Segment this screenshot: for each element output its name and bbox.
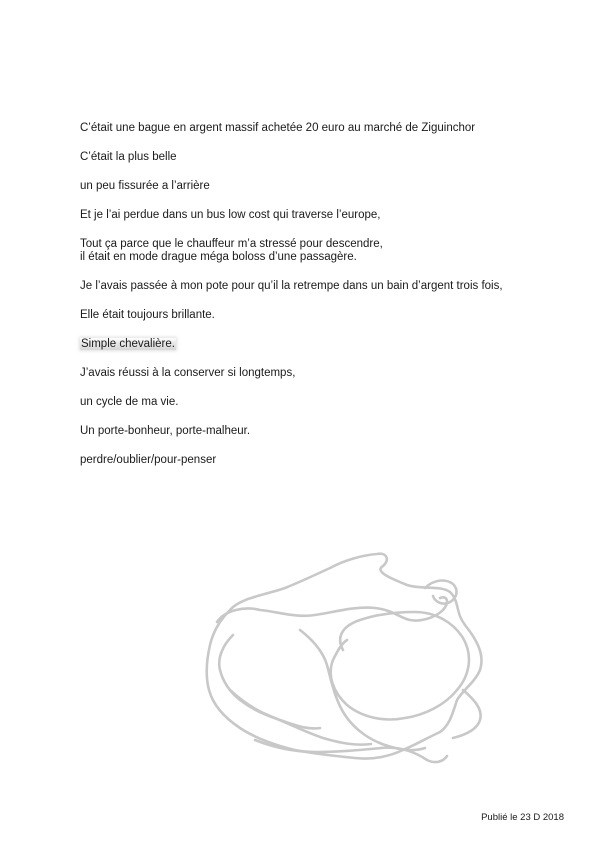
poem-stanza-9: J’avais réussi à la conserver si longtemps, bbox=[80, 367, 296, 379]
poem-stanza-12: perdre/oublier/pour-penser bbox=[80, 454, 217, 466]
poem-stanza-2: C’était la plus belle bbox=[80, 151, 177, 163]
poem-stanza-3: un peu fissurée a l’arrière bbox=[80, 180, 210, 192]
scribble-inner-lobe bbox=[217, 597, 447, 622]
poem-stanza-highlighted bbox=[80, 338, 560, 351]
publication-date: Publié le 23 D 2018 bbox=[481, 812, 564, 823]
poem-stanza-10: un cycle de ma vie. bbox=[80, 396, 179, 408]
poem-stanza-7: Elle était toujours brillante. bbox=[80, 309, 215, 321]
poem-stanza-5: Tout ça parce que le chauffeur m’a stressé pour descendre, il était en mode drague méga boloss d’une passagère. bbox=[80, 238, 383, 263]
poem-stanza-4: Et je l’ai perdue dans un bus low cost qui traverse l’europe, bbox=[80, 209, 381, 221]
ring-scribble-drawing bbox=[195, 540, 495, 770]
scribble-lower-wave bbox=[230, 690, 371, 745]
scribble-strokes bbox=[207, 554, 482, 762]
poem-stanza-6: Je l’avais passée à mon pote pour qu’il la retrempe dans un bain d’argent trois fois, bbox=[80, 280, 503, 292]
scribble-center-curve bbox=[300, 630, 425, 750]
poem-text bbox=[80, 122, 560, 483]
scribble-outer-outline bbox=[207, 554, 482, 759]
poem-stanza-1: C’était une bague en argent massif achetée 20 euro au marché de Ziguinchor bbox=[80, 122, 476, 134]
scribble-right-tail bbox=[453, 690, 481, 738]
highlighted-phrase: Simple chevalière. bbox=[81, 338, 175, 350]
scribble-ring-loop bbox=[331, 612, 469, 719]
poem-stanza-11: Un porte-bonheur, porte-malheur. bbox=[80, 425, 251, 437]
scribble-left-wave bbox=[219, 635, 320, 728]
